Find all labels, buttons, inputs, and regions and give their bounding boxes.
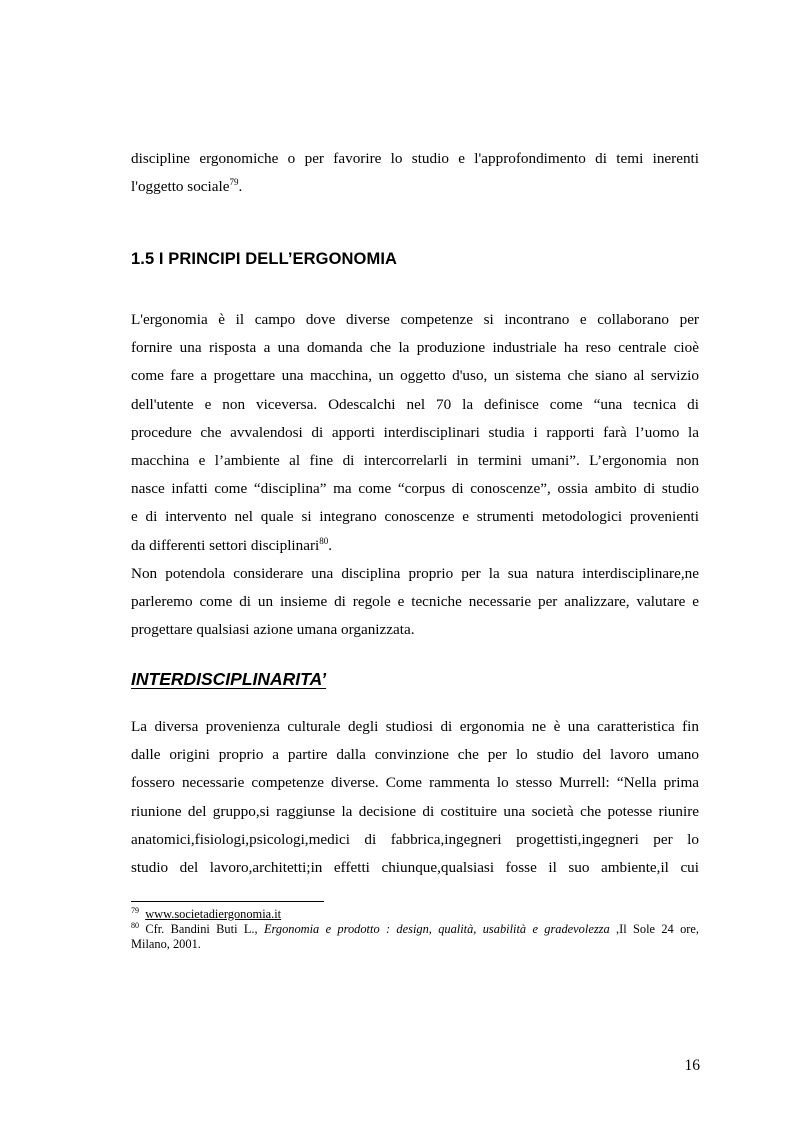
text-line: e di intervento nel quale si integrano conoscenze e strumenti metodologici provenienti — [131, 508, 699, 526]
text-line: nasce infatti come “disciplina” ma come “corpus di conoscenze”, ossia ambito di studio — [131, 480, 699, 498]
text-line: progettare qualsiasi azione umana organizzata. — [131, 621, 415, 639]
text-line: fossero necessarie competenze diverse. Come rammenta lo stesso Murrell: “Nella prima — [131, 774, 699, 792]
footnote-79: $^{79}$ www.societadiergonomia.it — [131, 906, 282, 921]
footnotes — [131, 907, 699, 952]
text-line: dalle origini proprio a partire dalla convinzione che per lo studio del lavoro umano — [131, 746, 699, 764]
text-line: anatomici,fisiologi,psicologi,medici di fabbrica,ingegneri progettisti,ingegneri per lo — [131, 830, 699, 848]
footnote-80: $^{80}$ Cfr. Bandini Buti L., Ergonomia e prodotto : design, qualità, usabilità e gradevolezza ,Il Sole 24 ore, Milano, 2001. — [131, 921, 700, 951]
footnote-ref-79[interactable]: 79 — [229, 177, 239, 188]
subheading-interdisciplinarita: INTERDISCIPLINARITA’ — [131, 669, 327, 689]
text-line: macchina e l’ambiente al fine di intercorrelarli in termini umani”. L’ergonomia non — [131, 451, 699, 469]
text-line: fornire una risposta a una domanda che la produzione industriale ha reso centrale cioè — [131, 339, 699, 357]
section-heading: 1.5 I PRINCIPI DELL’ERGONOMIA — [131, 250, 398, 268]
text-line: come fare a progettare una macchina, un oggetto d'uso, un sistema che siano al servizio — [131, 367, 699, 385]
text-line: studio del lavoro,architetti;in effetti chiunque,qualsiasi fosse il suo ambiente,il cui — [131, 858, 699, 876]
text-line: l'oggetto sociale$^{79}$. — [131, 177, 243, 196]
footnote-ref-80[interactable]: 80 — [319, 535, 329, 546]
text-line: parleremo come di un insieme di regole e tecniche necessarie per analizzare, valutare e — [131, 592, 699, 610]
text-line: riunione del gruppo,si raggiunse la decisione di costituire una società che potesse riunire — [131, 802, 699, 820]
text-line: dell'utente e non viceversa. Odescalchi nel 70 la definisce come “una tecnica di — [131, 395, 699, 413]
footnote-separator — [131, 901, 324, 902]
text-line: da differenti settori disciplinari$^{80}$. — [131, 535, 333, 554]
text-line: L'ergonomia è il campo dove diverse competenze si incontrano e collaborano per — [131, 311, 699, 328]
paragraph-interdisciplinarity — [131, 713, 699, 882]
text-line: procedure che avvalendosi di apporti interdisciplinari studia i rapporti farà l’uomo la — [131, 423, 699, 441]
text-line: La diversa provenienza culturale degli studiosi di ergonomia ne è una caratteristica fin — [131, 718, 699, 735]
footnote-link[interactable]: www.societadiergonomia.it — [145, 907, 282, 921]
paragraph-principles — [131, 306, 699, 644]
footnote-book-title: Ergonomia e prodotto : design, qualità, usabilità e gradevolezza — [263, 922, 610, 936]
text-line: discipline ergonomiche o per favorire lo studio e l'approfondimento di temi inerenti — [131, 150, 699, 167]
text-line: Non potendola considerare una disciplina proprio per la sua natura interdisciplinare,ne — [131, 564, 699, 582]
page-number: 16 — [684, 1057, 700, 1074]
intro-paragraph — [131, 145, 699, 201]
